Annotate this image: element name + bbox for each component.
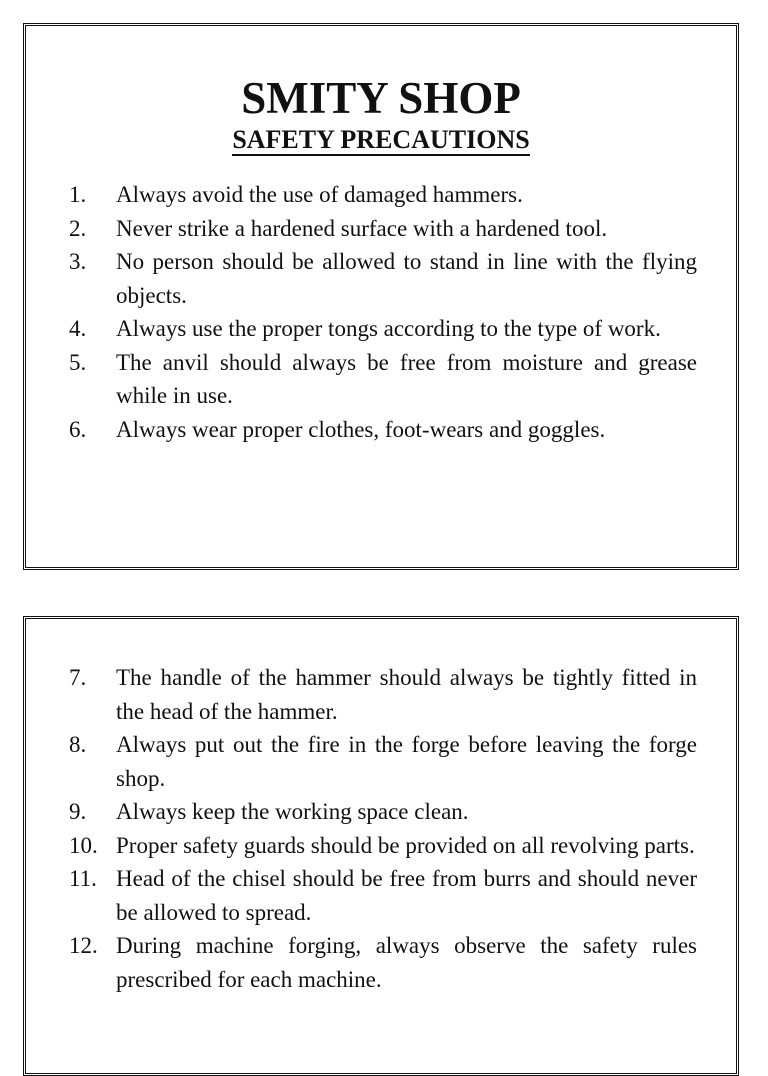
item-number: 9. <box>69 799 87 824</box>
item-number: 5. <box>69 349 87 375</box>
list-item <box>69 661 697 728</box>
item-text: Head of the chisel should be free from burrs and should never be allowed to spread. <box>116 866 697 925</box>
item-number: 2. <box>69 215 87 241</box>
list-item <box>69 929 697 996</box>
list-item <box>69 795 697 829</box>
page-subtitle <box>26 125 736 155</box>
safety-card-bottom <box>23 616 739 1076</box>
item-text: Proper safety guards should be provided on all revolving parts. <box>116 832 695 858</box>
item-number: 3. <box>69 249 87 274</box>
item-number: 12. <box>69 933 98 958</box>
item-text: The handle of the hammer should always be tightly fitted in the head of the hammer. <box>116 665 697 724</box>
item-number: 10. <box>69 832 98 858</box>
safety-card-top <box>23 23 739 570</box>
item-number: 7. <box>69 665 87 690</box>
item-text: Always wear proper clothes, foot-wears and goggles. <box>116 416 606 442</box>
subtitle-text: SAFETY PRECAUTIONS <box>232 125 530 154</box>
item-text: Always put out the fire in the forge before leaving the forge shop. <box>116 732 697 791</box>
item-number: 6. <box>69 416 87 442</box>
item-text: Always avoid the use of damaged hammers. <box>116 182 523 207</box>
list-item <box>69 346 697 413</box>
item-text: During machine forging, always observe the safety rules prescribed for each machine. <box>116 933 697 992</box>
list-item <box>69 245 697 312</box>
list-item <box>69 413 697 447</box>
item-text: Never strike a hardened surface with a hardened tool. <box>116 215 608 241</box>
item-text: Always keep the working space clean. <box>116 799 469 824</box>
item-text: The anvil should always be free from moisture and grease while in use. <box>116 349 697 408</box>
precautions-list-bottom <box>69 661 697 996</box>
list-item <box>69 829 697 863</box>
precautions-list-top <box>69 178 697 446</box>
item-number: 11. <box>69 866 97 891</box>
list-item <box>69 862 697 929</box>
item-number: 8. <box>69 732 87 757</box>
list-item <box>69 312 697 346</box>
list-item <box>69 212 697 246</box>
item-text: Always use the proper tongs according to the type of work. <box>116 316 661 341</box>
item-number: 1. <box>69 182 87 207</box>
page-title: SMITY SHOP <box>241 73 521 123</box>
list-item <box>69 178 697 212</box>
item-number: 4. <box>69 316 87 341</box>
item-text: No person should be allowed to stand in line with the flying objects. <box>116 249 697 308</box>
list-item <box>69 728 697 795</box>
